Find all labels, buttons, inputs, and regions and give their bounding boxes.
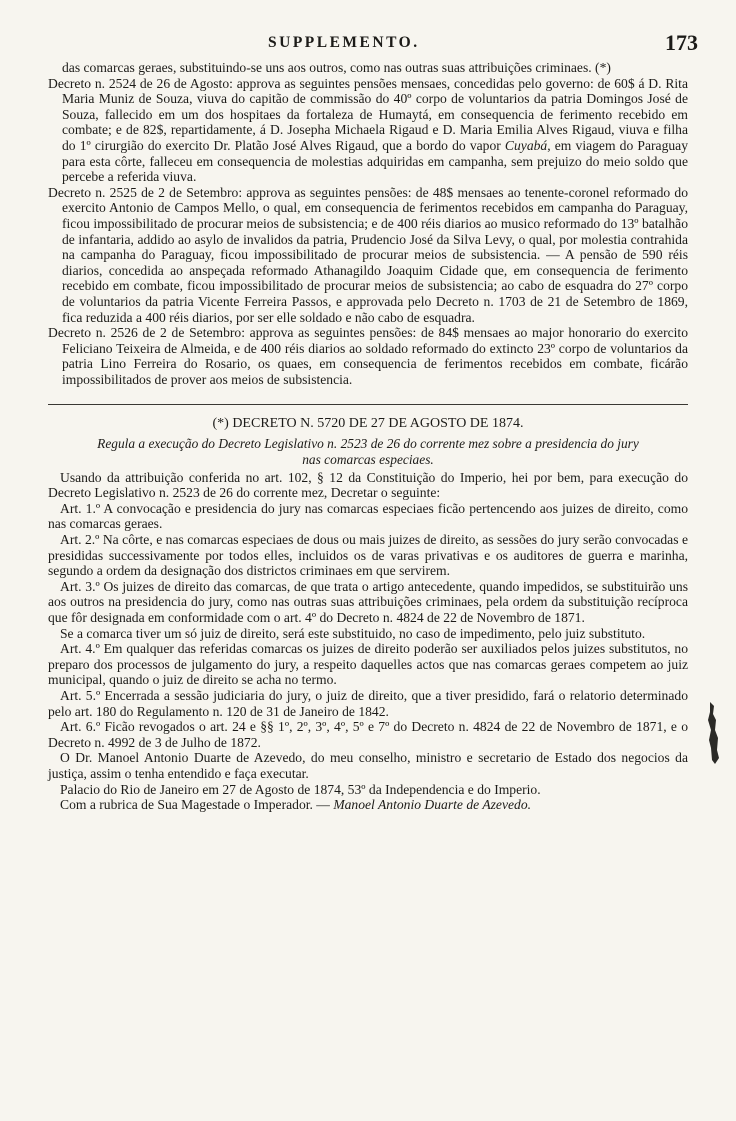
continuation-paragraph: das comarcas geraes, substituindo-se uns aos outros, como nas outras suas attribuições criminaes. (*) <box>62 60 611 75</box>
article-4: Art. 4.º Em qualquer das referidas comarcas os juizes de direito poderão ser auxiliados pelos juizes substitutos, no preparo dos processos de julgamento do jury, a respeito daquelles actos que nas comarcas geraes competem ao juiz municipal, quando o juiz de direito se acha no termo. <box>48 641 688 688</box>
decree-2524-text: Decreto n. 2524 de 26 de Agosto: approva as seguintes pensões mensaes, concedidas pelo governo: de 60$ á D. Rita Maria Muniz de Souza, viuva do capitão de commissão do 40º corpo de voluntarios da patria Domingos José de Souza, fallecido em um dos hospitaes da fortaleza de Humaytá, em consequencia de ferimento recebido em combate; e de 82$, repartidamente, á D. Josepha Michaela Rigaud e D. Maria Emilia Alves Rigaud, viuva e filha do 1º cirurgião do exercito Dr. Platão José Alves Rigaud, que a bordo do vapor <box>48 75 688 153</box>
article-3: Art. 3.º Os juizes de direito das comarcas, de que trata o artigo antecedente, quando impedidos, se substituirão uns aos outros na presidencia do jury, como nas outras suas attribuições criminaes, pela ordem da substituição recíproca que fôr designada em conformidade com o art. 4º do Decreto n. 4824 de 22 de Novembro de 1871. <box>48 578 688 625</box>
decree-2525-paragraph: Decreto n. 2525 de 2 de Setembro: approva as seguintes pensões: de 48$ mensaes ao tenente-coronel reformado do exercito Antonio de Campos Mello, o qual, em consequencia de ferimentos recebidos em campanha do Paraguay, ficou impossibilitado de procurar meios de subsistencia; e de 400 réis diarios ao musico reformado do 13º batalhão de infantaria, addido ao asylo de invalidos da patria, Prudencio José da Silva Levy, o qual, por molestia contrahida na campanha do Paraguay, ficou impossibilitado de procurar meios de subsistencia. — A pensão de 590 réis diarios, concedida ao anspeçada reformado Athanagildo Joaquim Cidade que, em consequencia de ferimento recebido em combate, ficou impossibilitado de procurar meios de subsistencia; ao cabo de esquadra do 27º corpo de voluntarios da patria Vicente Ferreira Passos, e approvada pelo Decreto n. 1703 de 21 de Setembro de 1869, fica reduzida a 400 réis diarios, por ser elle soldado e não cabo de esquadra. <box>48 184 688 325</box>
page-header <box>48 30 698 60</box>
article-1: Art. 1.º A convocação e presidencia do jury nas comarcas especiaes ficão pertencendo aos juizes de direito, como nas comarcas geraes. <box>48 500 688 532</box>
decree-2524-paragraph <box>48 76 688 185</box>
decree-5720-title: (*) DECRETO N. 5720 DE 27 DE AGOSTO DE 1874. <box>212 416 524 432</box>
decree-5720-subtitle: Regula a execução do Decreto Legislativo n. 2523 de 26 do corrente mez sobre a presidencia do jury nas comarcas especiaes. <box>97 436 639 468</box>
article-5: Art. 5.º Encerrada a sessão judiciaria do jury, o juiz de direito, que a tiver presidido, fará o relatorio determinado pelo art. 180 do Regulamento n. 120 de 31 de Janeiro de 1842. <box>48 687 688 719</box>
margin-ink-mark <box>706 700 722 766</box>
document-page <box>48 30 698 813</box>
running-title: SUPPLEMENTO. <box>268 34 420 51</box>
page-number: 173 <box>665 30 698 55</box>
closing-paragraph: Palacio do Rio de Janeiro em 27 de Agosto de 1874, 53º da Independencia e do Imperio. <box>60 781 541 797</box>
article-3-paragraph-2: Se a comarca tiver um só juiz de direito, será este substituido, no caso de impedimento, pelo juiz substituto. <box>60 625 646 641</box>
minister-paragraph: O Dr. Manoel Antonio Duarte de Azevedo, do meu conselho, ministro e secretario de Estado dos negocios da justiça, assim o tenha entendido e faça executar. <box>48 750 688 781</box>
signature-name: Manoel Antonio Duarte de Azevedo. <box>333 797 532 813</box>
article-6: Art. 6.º Ficão revogados o art. 24 e §§ 1º, 2º, 3º, 4º, 5º e 7º do Decreto n. 4824 de 22 de Novembro de 1871, e o Decreto n. 4992 de 3 de Julho de 1872. <box>48 719 688 750</box>
decree-2524-text-end: , em viagem do Paraguay para esta côrte, falleceu em consequencia de molestias adquiridas em campanha, sem prejuizo do meio soldo que percebe a referida viuva. <box>62 137 688 185</box>
decree-2526-paragraph: Decreto n. 2526 de 2 de Setembro: approva as seguintes pensões: de 84$ mensaes ao major honorario do exercito Feliciano Teixeira de Almeida, e de 400 réis diarios ao soldado reformado do extincto 23º corpo de voluntarios da patria Lino Ferreira do Rosario, os quaes, em consequencia de ferimentos recebidos em combate, ficárão impossibilitados de prover aos meios de subsistencia. <box>48 325 688 387</box>
signature-line <box>48 797 688 813</box>
ship-name: Cuyabá <box>504 137 548 153</box>
section-divider <box>48 404 688 405</box>
signature-prefix: Com a rubrica de Sua Magestade o Imperador. — <box>60 797 334 813</box>
preamble-paragraph: Usando da attribuição conferida no art. 102, § 12 da Constituição do Imperio, hei por bem, para execução do Decreto Legislativo n. 2523 de 26 do corrente mez, Decretar o seguinte: <box>48 469 688 501</box>
article-2: Art. 2.º Na côrte, e nas comarcas especiaes de dous ou mais juizes de direito, as sessões do jury serão convocadas e presididas successivamente por todos elles, incluidos os de varas privativas e os auditores de guerra e marinha, segundo a ordem da designação dos districtos criminaes em que servirem. <box>48 532 688 579</box>
